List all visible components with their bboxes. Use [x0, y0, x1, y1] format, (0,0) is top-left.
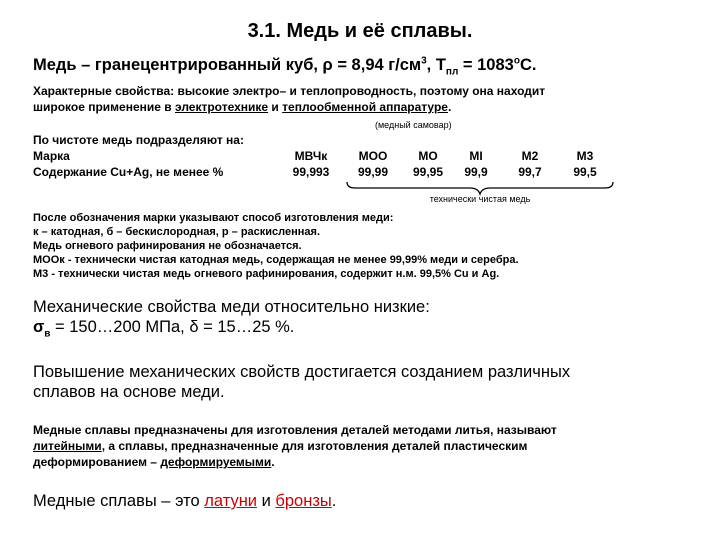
marks-line: к – катодная, б – бескислородная, р – раскисленная. [33, 226, 321, 238]
increase-line: сплавов на основе меди. [33, 383, 225, 401]
grade-column [345, 148, 401, 180]
marks-line: После обозначения марки указывают способ изготовления меди: [33, 212, 394, 224]
grade-column [505, 148, 555, 180]
grade-name: МО [418, 149, 438, 163]
grade-row-label: Марка [33, 149, 70, 163]
alloys-paragraph [33, 422, 557, 470]
grade-value: 99,99 [357, 165, 389, 179]
bronze-link[interactable]: бронзы [275, 492, 332, 510]
grade-column [452, 148, 500, 180]
page-title: 3.1. Медь и её сплавы. [247, 20, 473, 42]
properties-line-a: Характерные свойства: высокие электро– и теплопроводность, поэтому она находит [33, 84, 546, 98]
alloys-line: литейными, а сплавы, предназначенные для изготовления деталей пластическим [33, 439, 528, 453]
increase-block [33, 362, 570, 402]
mechanical-values [33, 317, 430, 340]
samovar-note: (медный самовар) [375, 120, 452, 130]
degree-superscript: о [513, 55, 520, 67]
mechanical-values-text: = 150…200 МПа, δ = 15…25 %. [50, 318, 295, 336]
melting-subscript: пл [445, 66, 459, 78]
marks-line: М3 - технически чистая медь огневого рафинирования, содержит н.м. 99,5% Cu и Ag. [33, 268, 500, 280]
properties-line-b: широкое применение в электротехнике и теплообменной аппаратуре. [33, 100, 452, 114]
mechanical-line: Механические свойства меди относительно низкие: [33, 298, 430, 316]
grade-value: 99,993 [292, 165, 330, 179]
sigma-symbol: σ [33, 318, 45, 336]
marks-line: МООк - технически чистая катодная медь, содержащая не менее 99,99% меди и серебра. [33, 254, 519, 266]
sigma-subscript: в [44, 328, 51, 340]
content-row-label: Содержание Cu+Ag, не менее % [33, 165, 224, 179]
casting-link[interactable]: литейными [33, 439, 102, 453]
grade-value: 99,7 [518, 165, 542, 179]
grade-column [281, 148, 341, 180]
marks-paragraph [33, 211, 519, 281]
final-line: Медные сплавы – это латуни и бронзы. [33, 492, 337, 510]
marks-line: Медь огневого рафинирования не обозначается. [33, 240, 302, 252]
purity-intro: По чистоте медь подразделяют на: [33, 133, 244, 147]
properties-paragraph [33, 83, 545, 115]
grade-value: 99,9 [464, 165, 488, 179]
copper-density-line [33, 55, 537, 78]
grade-column [400, 148, 456, 180]
grade-value: 99,5 [573, 165, 597, 179]
grade-name: МВЧк [294, 149, 328, 163]
increase-line: Повышение механических свойств достигается созданием различных [33, 363, 571, 381]
cube-superscript: 3 [421, 55, 427, 67]
heat-exchange-link[interactable]: теплообменной аппаратуре [282, 100, 448, 114]
density-text: Медь – гранецентрированный куб, ρ = 8,94 г/см [33, 56, 422, 74]
celsius-unit: С. [519, 56, 537, 74]
alloys-line: Медные сплавы предназначены для изготовления деталей методами литья, называют [33, 423, 557, 437]
melting-label: , Т [426, 56, 446, 74]
grade-value: 99,95 [412, 165, 444, 179]
grade-name: МI [469, 149, 483, 163]
brace-label: технически чистая медь [429, 194, 531, 204]
grade-name: МОО [358, 149, 388, 163]
electrotech-link[interactable]: электротехнике [175, 100, 269, 114]
mechanical-block [33, 297, 430, 340]
grade-name: М3 [576, 149, 594, 163]
grade-name: М2 [521, 149, 539, 163]
purity-labels [33, 132, 244, 180]
wrought-link[interactable]: деформируемыми [160, 455, 272, 469]
brass-link[interactable]: латуни [204, 492, 258, 510]
alloys-line: деформированием – деформируемыми. [33, 455, 275, 469]
melting-value: = 1083 [458, 56, 514, 74]
grade-column [560, 148, 610, 180]
